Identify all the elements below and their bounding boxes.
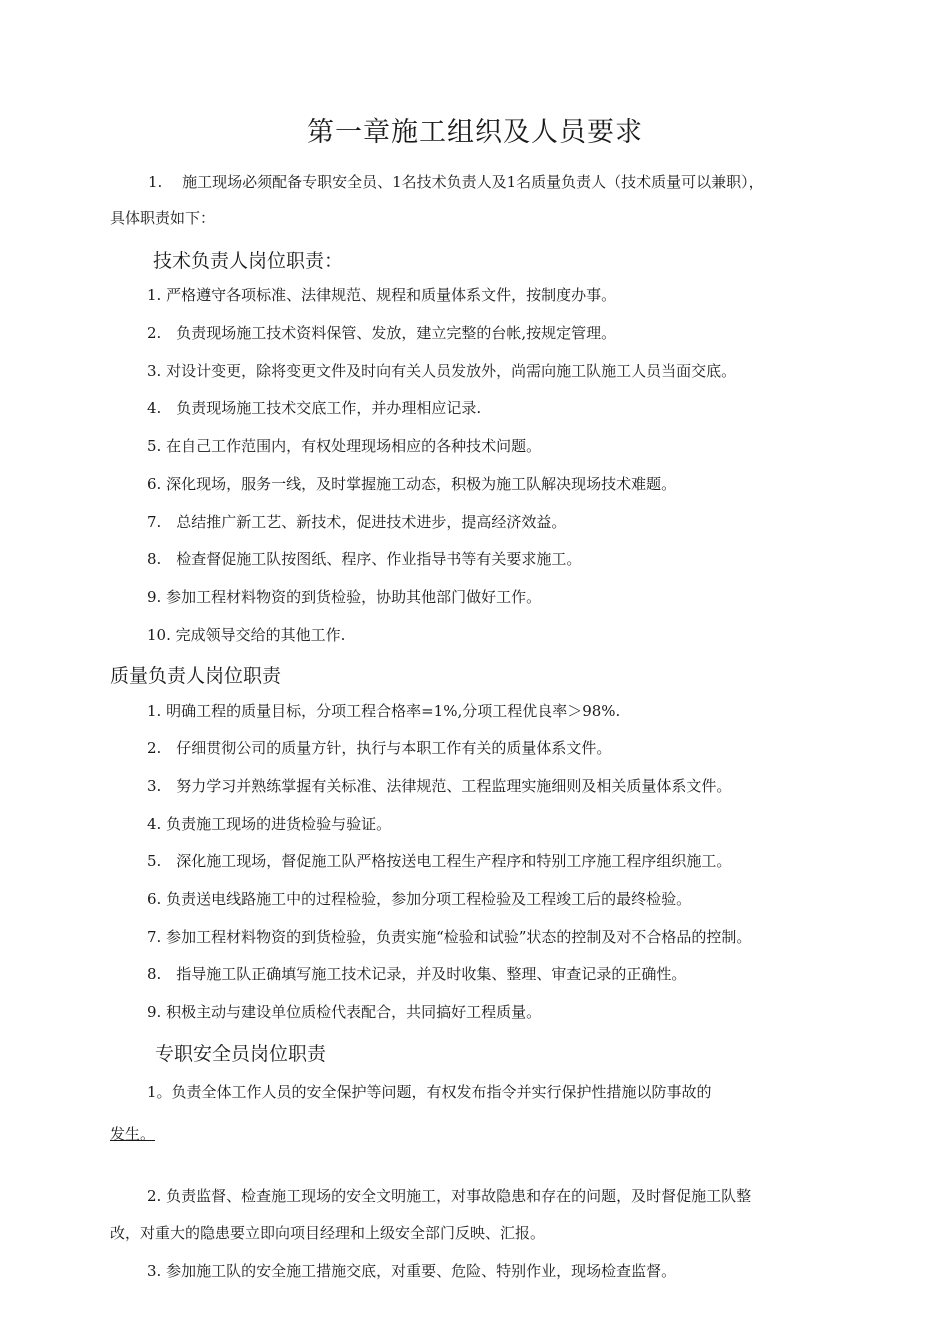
tech-item-10: 10. 完成领导交给的其他工作. — [147, 626, 346, 644]
tech-item-2: 2. 负责现场施工技术资料保管、发放，建立完整的台帐,按规定管理。 — [147, 324, 617, 342]
quality-heading: 质量负责人岗位职责 — [110, 665, 282, 687]
tech-item-1: 1. 严格遵守各项标准、法律规范、规程和质量体系文件，按制度办事。 — [147, 286, 617, 304]
quality-item-6: 6. 负责送电线路施工中的过程检验，参加分项工程检验及工程竣工后的最终检验。 — [147, 890, 692, 908]
safety-item-3: 3. 参加施工队的安全施工措施交底，对重要、危险、特别作业，现场检查监督。 — [147, 1262, 677, 1280]
quality-item-2: 2. 仔细贯彻公司的质量方针，执行与本职工作有关的质量体系文件。 — [147, 739, 612, 757]
tech-item-6: 6. 深化现场，服务一线，及时掌握施工动态，积极为施工队解决现场技术难题。 — [147, 475, 677, 493]
safety-item-2-line-2: 改，对重大的隐患要立即向项目经理和上级安全部门反映、汇报。 — [110, 1224, 546, 1242]
tech-item-4: 4. 负责现场施工技术交底工作，并办理相应记录. — [147, 399, 482, 417]
tech-item-3: 3. 对设计变更，除将变更文件及时向有关人员发放外，尚需向施工队施工人员当面交底。 — [147, 362, 737, 380]
quality-item-3: 3. 努力学习并熟练掌握有关标准、法律规范、工程监理实施细则及相关质量体系文件。 — [147, 777, 732, 795]
safety-item-1-line-2: 发生。 — [110, 1125, 156, 1143]
tech-item-9: 9. 参加工程材料物资的到货检验，协助其他部门做好工作。 — [147, 588, 542, 606]
quality-item-7: 7. 参加工程材料物资的到货检验，负责实施“检验和试验”状态的控制及对不合格品的控制。 — [147, 928, 752, 946]
intro-line-2: 具体职责如下： — [110, 209, 216, 227]
quality-item-5: 5. 深化施工现场，督促施工队严格按送电工程生产程序和特别工序施工程序组织施工。 — [147, 852, 732, 870]
tech-item-7: 7. 总结推广新工艺、新技术，促进技术进步，提高经济效益。 — [147, 513, 567, 531]
safety-item-2-line-1: 2. 负责监督、检查施工现场的安全文明施工，对事故隐患和存在的问题，及时督促施工队整 — [147, 1187, 752, 1205]
intro-line-1: 1. 施工现场必须配备专职安全员、1名技术负责人及1名质量负责人（技术质量可以兼职）， — [148, 173, 764, 191]
quality-item-8: 8. 指导施工队正确填写施工技术记录，并及时收集、整理、审查记录的正确性。 — [147, 965, 687, 983]
tech-heading: 技术负责人岗位职责： — [153, 250, 344, 272]
safety-item-1-line-1: 1。负责全体工作人员的安全保护等问题，有权发布指令并实行保护性措施以防事故的 — [147, 1083, 712, 1101]
tech-item-5: 5. 在自己工作范围内，有权处理现场相应的各种技术问题。 — [147, 437, 542, 455]
chapter-title: 第一章施工组织及人员要求 — [307, 117, 643, 148]
tech-item-8: 8. 检查督促施工队按图纸、程序、作业指导书等有关要求施工。 — [147, 550, 582, 568]
quality-item-1: 1. 明确工程的质量目标，分项工程合格率=1%,分项工程优良率＞98%. — [147, 702, 621, 720]
quality-item-9: 9. 积极主动与建设单位质检代表配合，共同搞好工程质量。 — [147, 1003, 542, 1021]
safety-heading: 专职安全员岗位职责 — [155, 1043, 327, 1065]
quality-item-4: 4. 负责施工现场的进货检验与验证。 — [147, 815, 392, 833]
